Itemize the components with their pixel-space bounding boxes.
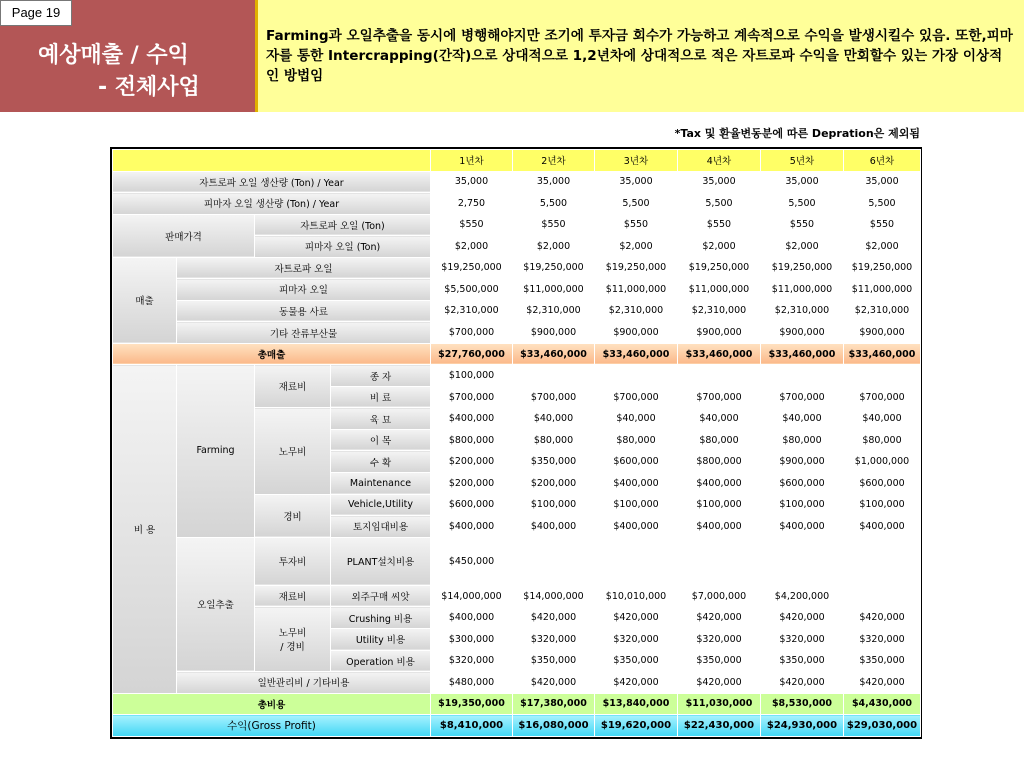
value-cell: $11,000,000 — [513, 279, 595, 301]
value-cell: $320,000 — [844, 628, 921, 650]
value-cell: 35,000 — [595, 171, 678, 193]
value-cell: $11,000,000 — [678, 279, 761, 301]
subgroup-label-material: 재료비 — [255, 365, 331, 408]
value-cell: $600,000 — [595, 451, 678, 473]
value-cell: $2,310,000 — [761, 300, 844, 322]
value-cell: $420,000 — [844, 672, 921, 694]
subgroup-label-labor-expense — [255, 607, 331, 672]
value-cell: $2,000 — [513, 236, 595, 258]
year-header-cell: 2년차 — [513, 150, 595, 172]
value-cell: $80,000 — [761, 429, 844, 451]
value-cell: $200,000 — [513, 472, 595, 494]
value-cell: 35,000 — [513, 171, 595, 193]
value-cell: $420,000 — [595, 607, 678, 629]
value-cell: $400,000 — [678, 516, 761, 538]
value-cell: $19,250,000 — [678, 257, 761, 279]
value-cell: $2,000 — [595, 236, 678, 258]
subgroup-label-line: / 경비 — [280, 642, 305, 654]
page-title: 예상매출 / 수익 — [38, 43, 189, 68]
total-cost-label: 총비용 — [113, 693, 431, 715]
value-cell: $320,000 — [595, 628, 678, 650]
value-cell: 35,000 — [844, 171, 921, 193]
value-cell — [761, 365, 844, 387]
value-cell: $16,080,000 — [513, 715, 595, 737]
group-label-cost: 비 용 — [113, 365, 177, 693]
revenue-row — [113, 322, 921, 344]
revenue-profit-table — [112, 149, 921, 737]
value-cell: $480,000 — [431, 672, 513, 694]
value-cell: $11,000,000 — [595, 279, 678, 301]
value-cell: $19,250,000 — [513, 257, 595, 279]
value-cell — [513, 537, 595, 585]
footnote: *Tax 및 환율변동분에 따른 Depration은 제외됨 — [674, 127, 920, 140]
value-cell: $33,460,000 — [678, 343, 761, 365]
value-cell: $900,000 — [513, 322, 595, 344]
year-header-cell: 1년차 — [431, 150, 513, 172]
value-cell: $100,000 — [431, 365, 513, 387]
cost-row — [113, 537, 921, 585]
value-cell: $200,000 — [431, 451, 513, 473]
value-cell: $420,000 — [595, 672, 678, 694]
value-cell: $320,000 — [431, 650, 513, 672]
value-cell: $320,000 — [761, 628, 844, 650]
row-label: 동물용 사료 — [177, 300, 431, 322]
value-cell: $4,430,000 — [844, 693, 921, 715]
value-cell: $100,000 — [761, 494, 844, 516]
row-label: 육 묘 — [331, 408, 431, 430]
value-cell: $450,000 — [431, 537, 513, 585]
value-cell: $80,000 — [513, 429, 595, 451]
value-cell: $40,000 — [513, 408, 595, 430]
value-cell: $420,000 — [678, 672, 761, 694]
group-label-oil: 오일추출 — [177, 537, 255, 671]
value-cell: $2,310,000 — [513, 300, 595, 322]
production-row — [113, 193, 921, 215]
row-label: 이 목 — [331, 429, 431, 451]
value-cell: $700,000 — [595, 386, 678, 408]
row-label: 피마자 오일 (Ton) — [255, 236, 431, 258]
subgroup-label-labor: 노무비 — [255, 408, 331, 494]
price-row — [113, 214, 921, 236]
value-cell — [678, 537, 761, 585]
value-cell: $2,310,000 — [431, 300, 513, 322]
row-label: Vehicle,Utility — [331, 494, 431, 516]
row-label: 종 자 — [331, 365, 431, 387]
value-cell: $800,000 — [431, 429, 513, 451]
value-cell: $400,000 — [513, 516, 595, 538]
value-cell: $900,000 — [761, 322, 844, 344]
value-cell — [761, 537, 844, 585]
value-cell: 2,750 — [431, 193, 513, 215]
value-cell: $2,310,000 — [595, 300, 678, 322]
value-cell: $14,000,000 — [513, 585, 595, 607]
value-cell: $700,000 — [431, 386, 513, 408]
value-cell: $2,000 — [761, 236, 844, 258]
subgroup-label-investment: 투자비 — [255, 537, 331, 585]
cost-row — [113, 365, 921, 387]
total-revenue-row — [113, 343, 921, 365]
value-cell: $33,460,000 — [844, 343, 921, 365]
value-cell: $8,410,000 — [431, 715, 513, 737]
value-cell: $600,000 — [761, 472, 844, 494]
subgroup-label-material: 재료비 — [255, 585, 331, 607]
value-cell — [595, 537, 678, 585]
value-cell: $550 — [678, 214, 761, 236]
value-cell: $400,000 — [678, 472, 761, 494]
page-number-label: Page 19 — [0, 0, 72, 26]
value-cell: $350,000 — [513, 650, 595, 672]
value-cell: $19,350,000 — [431, 693, 513, 715]
value-cell: $400,000 — [844, 516, 921, 538]
row-label: 피마자 오일 — [177, 279, 431, 301]
value-cell: 5,500 — [844, 193, 921, 215]
value-cell — [595, 365, 678, 387]
value-cell: $800,000 — [678, 451, 761, 473]
value-cell: $350,000 — [761, 650, 844, 672]
row-label: PLANT설치비용 — [331, 537, 431, 585]
value-cell: $19,250,000 — [595, 257, 678, 279]
value-cell: $400,000 — [431, 516, 513, 538]
value-cell: $80,000 — [844, 429, 921, 451]
value-cell: $420,000 — [678, 607, 761, 629]
value-cell: $4,200,000 — [761, 585, 844, 607]
page-subtitle: - 전체사업 — [98, 75, 200, 100]
value-cell: $550 — [431, 214, 513, 236]
value-cell — [678, 365, 761, 387]
revenue-profit-table-frame — [110, 147, 922, 739]
value-cell: $10,010,000 — [595, 585, 678, 607]
row-label: Utility 비용 — [331, 628, 431, 650]
value-cell: $700,000 — [761, 386, 844, 408]
value-cell: $33,460,000 — [513, 343, 595, 365]
value-cell: $550 — [761, 214, 844, 236]
year-header-cell: 4년차 — [678, 150, 761, 172]
value-cell — [844, 365, 921, 387]
revenue-row — [113, 257, 921, 279]
row-label: 토지임대비용 — [331, 516, 431, 538]
value-cell: $17,380,000 — [513, 693, 595, 715]
subgroup-label-line: 노무비 — [278, 628, 307, 640]
value-cell: $100,000 — [595, 494, 678, 516]
value-cell: $320,000 — [513, 628, 595, 650]
row-label: 피마자 오일 생산량 (Ton) / Year — [113, 193, 431, 215]
value-cell: $900,000 — [761, 451, 844, 473]
total-cost-row — [113, 693, 921, 715]
value-cell: $100,000 — [513, 494, 595, 516]
group-label-price: 판매가격 — [113, 214, 255, 257]
value-cell: $19,620,000 — [595, 715, 678, 737]
row-label: 자트로파 오일 — [177, 257, 431, 279]
value-cell: $80,000 — [678, 429, 761, 451]
value-cell: $600,000 — [844, 472, 921, 494]
group-label-farming: Farming — [177, 365, 255, 537]
value-cell — [844, 585, 921, 607]
row-label: Operation 비용 — [331, 650, 431, 672]
value-cell: $420,000 — [761, 607, 844, 629]
value-cell: $420,000 — [513, 672, 595, 694]
value-cell: $19,250,000 — [844, 257, 921, 279]
value-cell: $5,500,000 — [431, 279, 513, 301]
value-cell: $19,250,000 — [431, 257, 513, 279]
value-cell: $22,430,000 — [678, 715, 761, 737]
value-cell: $8,530,000 — [761, 693, 844, 715]
value-cell: $420,000 — [513, 607, 595, 629]
value-cell: $300,000 — [431, 628, 513, 650]
gross-profit-label: 수익(Gross Profit) — [113, 715, 431, 737]
value-cell: $400,000 — [761, 516, 844, 538]
value-cell: $7,000,000 — [678, 585, 761, 607]
value-cell: $40,000 — [595, 408, 678, 430]
value-cell: $40,000 — [844, 408, 921, 430]
value-cell: $100,000 — [844, 494, 921, 516]
value-cell: $550 — [513, 214, 595, 236]
row-label: 비 료 — [331, 386, 431, 408]
value-cell: $40,000 — [678, 408, 761, 430]
row-label: Crushing 비용 — [331, 607, 431, 629]
value-cell: $11,000,000 — [844, 279, 921, 301]
summary-box — [255, 0, 1024, 112]
value-cell: $700,000 — [513, 386, 595, 408]
row-label: Maintenance — [331, 472, 431, 494]
value-cell: $27,760,000 — [431, 343, 513, 365]
value-cell: $700,000 — [678, 386, 761, 408]
value-cell: $2,310,000 — [678, 300, 761, 322]
value-cell: $200,000 — [431, 472, 513, 494]
value-cell: $900,000 — [678, 322, 761, 344]
value-cell: $350,000 — [844, 650, 921, 672]
row-label: 수 확 — [331, 451, 431, 473]
value-cell: $420,000 — [761, 672, 844, 694]
value-cell: $700,000 — [844, 386, 921, 408]
cost-row — [113, 672, 921, 694]
header-row — [113, 150, 921, 172]
value-cell: $400,000 — [431, 607, 513, 629]
value-cell: $350,000 — [513, 451, 595, 473]
value-cell: $33,460,000 — [761, 343, 844, 365]
value-cell: $350,000 — [595, 650, 678, 672]
gross-profit-row — [113, 715, 921, 737]
value-cell: $33,460,000 — [595, 343, 678, 365]
value-cell: $40,000 — [761, 408, 844, 430]
value-cell: 35,000 — [678, 171, 761, 193]
value-cell: $1,000,000 — [844, 451, 921, 473]
value-cell: $2,000 — [431, 236, 513, 258]
value-cell: $2,000 — [844, 236, 921, 258]
row-label: 일반관리비 / 기타비용 — [177, 672, 431, 694]
value-cell: $600,000 — [431, 494, 513, 516]
value-cell: $19,250,000 — [761, 257, 844, 279]
total-revenue-label: 총매출 — [113, 343, 431, 365]
value-cell: $11,030,000 — [678, 693, 761, 715]
value-cell: $900,000 — [595, 322, 678, 344]
value-cell: $24,930,000 — [761, 715, 844, 737]
revenue-row — [113, 300, 921, 322]
value-cell: 5,500 — [678, 193, 761, 215]
value-cell: 5,500 — [513, 193, 595, 215]
value-cell — [513, 365, 595, 387]
value-cell: $550 — [595, 214, 678, 236]
value-cell: $700,000 — [431, 322, 513, 344]
group-label-revenue: 매출 — [113, 257, 177, 343]
value-cell: $420,000 — [844, 607, 921, 629]
revenue-row — [113, 279, 921, 301]
row-label: 자트로파 오일 (Ton) — [255, 214, 431, 236]
value-cell: $13,840,000 — [595, 693, 678, 715]
value-cell: $11,000,000 — [761, 279, 844, 301]
production-row — [113, 171, 921, 193]
year-header-cell: 3년차 — [595, 150, 678, 172]
row-label: 자트로파 오일 생산량 (Ton) / Year — [113, 171, 431, 193]
value-cell: $14,000,000 — [431, 585, 513, 607]
year-header-cell: 6년차 — [844, 150, 921, 172]
value-cell: $400,000 — [431, 408, 513, 430]
value-cell: $400,000 — [595, 516, 678, 538]
value-cell: 5,500 — [761, 193, 844, 215]
summary-text: Farming과 오일추출을 동시에 병행해야지만 조기에 투자금 회수가 가능하고 계속적으로 수익을 발생시킬수 있음. 또한,피마자를 통한 Intercrapping(간작)으로 상대적으로 1,2년차에 상대적으로 적은 자트로파 수익을 만회할수 있는 가장 이상적인 방법임 — [266, 28, 1013, 84]
row-label: 기타 잔류부산물 — [177, 322, 431, 344]
value-cell: $900,000 — [844, 322, 921, 344]
value-cell: 5,500 — [595, 193, 678, 215]
value-cell: $100,000 — [678, 494, 761, 516]
header-blank-cell — [113, 150, 431, 172]
value-cell: $2,000 — [678, 236, 761, 258]
year-header-cell: 5년차 — [761, 150, 844, 172]
value-cell: $550 — [844, 214, 921, 236]
subgroup-label-expense: 경비 — [255, 494, 331, 537]
row-label: 외주구매 씨앗 — [331, 585, 431, 607]
value-cell: 35,000 — [761, 171, 844, 193]
value-cell: $400,000 — [595, 472, 678, 494]
value-cell: $350,000 — [678, 650, 761, 672]
value-cell: $29,030,000 — [844, 715, 921, 737]
value-cell: $80,000 — [595, 429, 678, 451]
value-cell: $320,000 — [678, 628, 761, 650]
title-box — [0, 0, 255, 112]
value-cell: 35,000 — [431, 171, 513, 193]
value-cell — [844, 537, 921, 585]
value-cell: $2,310,000 — [844, 300, 921, 322]
